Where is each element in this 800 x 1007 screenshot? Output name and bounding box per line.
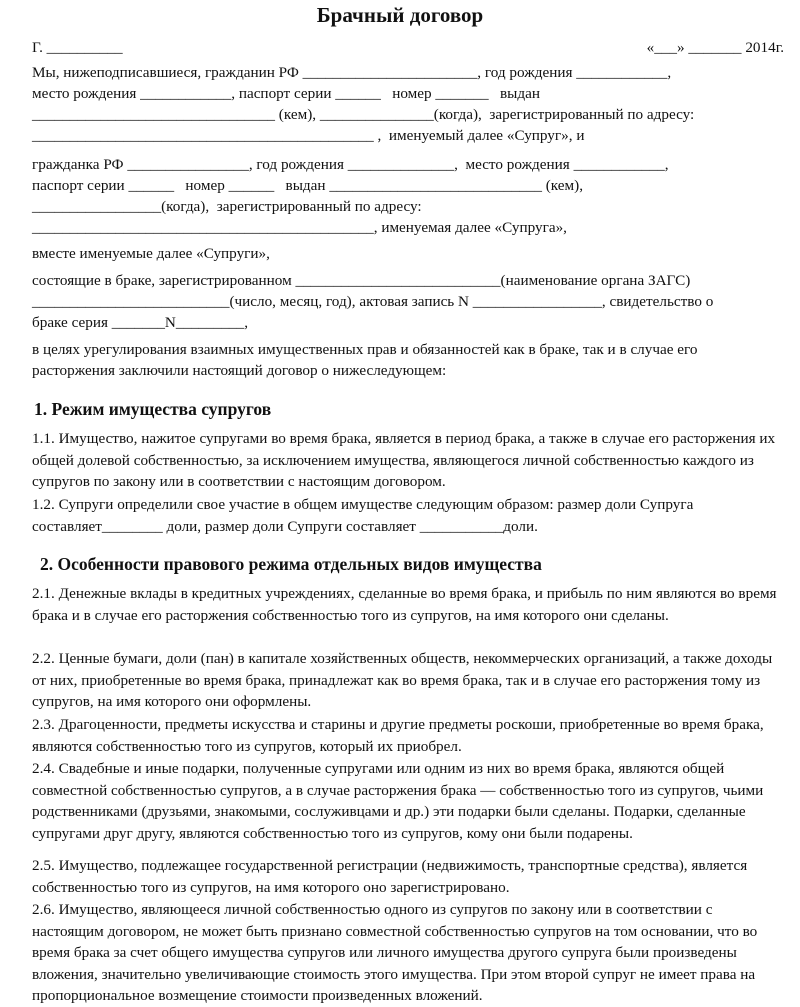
section-heading: 2. Особенности правового режима отдельных видов имущества (40, 554, 542, 574)
intro-line: гражданка РФ ________________, год рождения ______________, место рождения ____________, (32, 156, 669, 173)
intro-line: расторжения заключили настоящий договор о нижеследующем: (32, 362, 447, 379)
intro-line: Мы, нижеподписавшиеся, гражданин РФ _______________________, год рождения ____________, (32, 64, 672, 81)
document-title: Брачный договор (316, 3, 484, 27)
city-line: Г. __________ (32, 39, 123, 56)
intro-line: _________________(когда), зарегистрированный по адресу: (32, 198, 422, 215)
intro-line: состоящие в браке, зарегистрированном ___________________________(наименование органа ЗАГС) (32, 272, 691, 289)
intro-line: _____________________________________________ , именуемый далее «Супруг», и (32, 127, 585, 144)
paragraph: 2.6. Имущество, являющееся личной собственностью одного из супругов по закону или в соответствии с настоящим договором, не может быть признано совместной собственностью супругов на том основании, что во время брака за счет общего имущества супругов или личного имущества другого супруга были произведены вложения, значительно увеличивающие стоимость этого имущества. При этом второй супруг не имеет права на пропорциональное возмещение стоимости произведенных вложений. (32, 901, 758, 1004)
paragraph: 2.3. Драгоценности, предметы искусства и старины и другие предметы роскоши, приобретенные во время брака, являются собственностью того из супругов, который их приобрел. (32, 716, 764, 755)
intro-line: в целях урегулирования взаимных имущественных прав и обязанностей как в браке, так и в случае его (32, 341, 698, 358)
intro-line: паспорт серии ______ номер ______ выдан ____________________________ (кем), (32, 177, 584, 194)
section-heading: 1. Режим имущества супругов (34, 399, 272, 419)
paragraph: 2.4. Свадебные и иные подарки, полученные супругами или одним из них во время брака, являются общей совместной собственностью супругов, а в случае расторжения брака — собственностью того из супругов, чьими родственниками (друзьями, знакомыми, сослуживцами и др.) эти подарки были сделаны. Подарки, сделанные супругами друг другу, являются собственностью того из супругов, кому они были подарены. (32, 760, 764, 842)
intro-line: браке серия _______N_________, (32, 314, 249, 331)
paragraph: 1.1. Имущество, нажитое супругами во время брака, является в период брака, а также в случае его расторжения их общей долевой собственностью, за исключением имущества, являющегося личной собственностью каждого из супругов по закону или в соответствии с настоящим договором. (32, 430, 776, 490)
intro-line: вместе именуемые далее «Супруги», (32, 245, 270, 262)
paragraph: 2.1. Денежные вклады в кредитных учреждениях, сделанные во время брака, и прибыль по ним являются во время брака и в случае его расторжения собственностью того из супругов, на имя которого они сделаны. (32, 585, 777, 624)
paragraph: 1.2. Супруги определили свое участие в общем имуществе следующим образом: размер доли Супруга составляет________ доли, размер доли Супруги составляет ___________доли. (32, 496, 694, 535)
intro-line: ________________________________ (кем), _______________(когда), зарегистрированный по адресу: (32, 106, 695, 123)
date-line: «___» _______ 2014г. (646, 39, 784, 56)
intro-line: _____________________________________________, именуемая далее «Супруга», (32, 219, 567, 236)
paragraph: 2.2. Ценные бумаги, доли (пан) в капитале хозяйственных обществ, некоммерческих организаций, а также доходы от них, приобретенные во время брака, принадлежат как во время брака, так и в случае его расторжения тому из супругов, на имя которого они оформлены. (32, 650, 773, 710)
paragraph: 2.5. Имущество, подлежащее государственной регистрации (недвижимость, транспортные средства), является собственностью того из супругов, на имя которого оно зарегистрировано. (32, 857, 748, 896)
intro-line: __________________________(число, месяц, год), актовая запись N _________________, свидетельство о (32, 293, 714, 310)
intro-line: место рождения ____________, паспорт серии ______ номер _______ выдан (32, 85, 540, 102)
